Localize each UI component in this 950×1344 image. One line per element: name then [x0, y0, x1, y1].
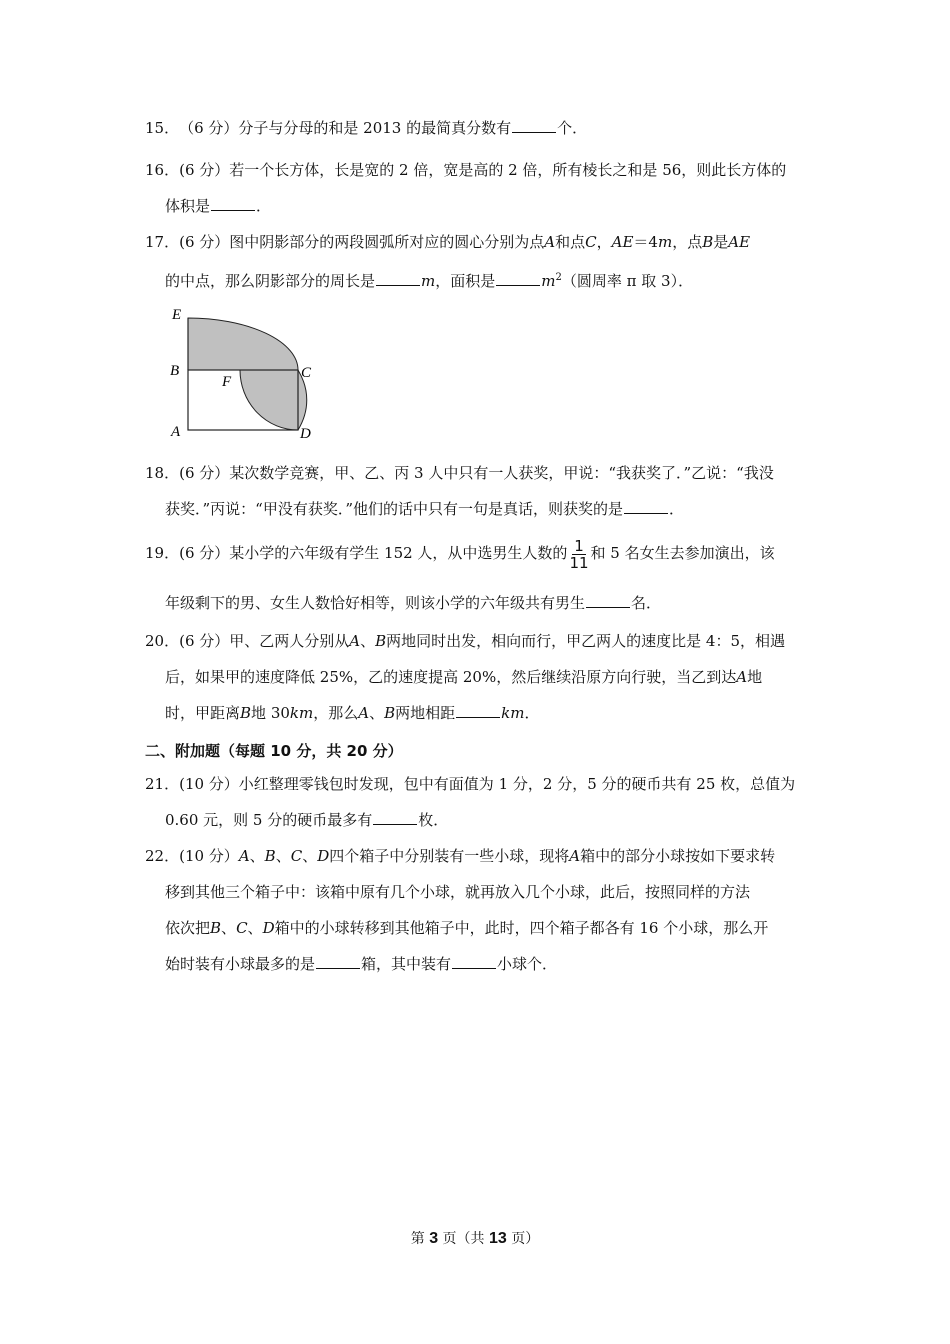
- question-text: 体积是: [165, 197, 211, 215]
- label-b: B: [170, 363, 180, 379]
- box-label: C: [290, 847, 303, 865]
- question-text: 两地相距: [395, 704, 456, 722]
- question-text: （圆周率 π 取 3）．: [561, 272, 694, 290]
- question-text: 、: [221, 919, 237, 937]
- question-text: ，点: [672, 233, 703, 251]
- box-label: C: [236, 919, 248, 937]
- question-text: (10 分）小红整理零钱包时发现，包中有面值为 1 分，2 分，5 分的硬币共有 25 枚，总值为: [179, 775, 796, 793]
- question-text: 获奖．”丙说：“甲没有获奖．”他们的话中只有一句是真话，则获奖的是: [165, 500, 624, 518]
- unit-label: km: [501, 704, 525, 722]
- question-number: 18．: [145, 464, 180, 482]
- question-text: 的中点，那么阴影部分的周长是: [165, 272, 376, 290]
- answer-blank: [211, 196, 255, 211]
- geometry-figure: [160, 300, 330, 449]
- superscript: 2: [555, 272, 562, 283]
- question-text: 年级剩下的男、女生人数恰好相等，则该小学的六年级共有男生: [165, 594, 586, 612]
- question-text: (10 分）: [179, 847, 239, 865]
- question-number: 20．: [145, 632, 180, 650]
- question-number: 17．: [145, 233, 180, 251]
- box-label: A: [569, 847, 581, 865]
- question-text: 、: [360, 632, 376, 650]
- answer-blank: [586, 593, 630, 608]
- point-label: C: [585, 233, 597, 251]
- point-label: B: [375, 632, 387, 650]
- fraction-denominator: 11: [569, 553, 589, 572]
- answer-blank: [456, 703, 500, 718]
- question-text: 、: [247, 919, 263, 937]
- unit-label: m: [541, 272, 556, 290]
- question-text: 两地同时出发，相向而行，甲乙两人的速度比是 4：5，相遇: [386, 632, 786, 650]
- label-d: D: [300, 426, 311, 442]
- box-label: B: [264, 847, 276, 865]
- question-text: 、: [249, 847, 265, 865]
- question-text: 个．: [557, 119, 588, 137]
- answer-blank: [373, 810, 417, 825]
- question-text: 箱，其中装有: [361, 955, 452, 973]
- question-text: ，面积是: [435, 272, 496, 290]
- label-e: E: [172, 307, 182, 323]
- question-text: ．: [669, 500, 685, 518]
- footer-text: 第: [410, 1231, 425, 1247]
- fraction: [569, 538, 588, 571]
- question-19: [145, 535, 810, 621]
- answer-blank: [316, 954, 360, 969]
- question-text: (6 分）某次数学竞赛，甲、乙、丙 3 人中只有一人获奖，甲说：“我获奖了．”乙说：“我没: [179, 464, 774, 482]
- question-text: 四个箱子中分别装有一些小球，现将: [329, 847, 570, 865]
- question-number: 19．: [145, 544, 180, 562]
- question-17: [145, 224, 810, 299]
- question-text: ，: [596, 233, 612, 251]
- question-text: 和 5 名女生去参加演出，该: [590, 544, 775, 562]
- figure-svg: [160, 300, 330, 445]
- box-label: B: [210, 919, 222, 937]
- section-title: 二、附加题（每题 10 分，共 20 分）: [145, 742, 403, 760]
- point-label: B: [384, 704, 396, 722]
- question-text: 、: [275, 847, 291, 865]
- answer-blank: [624, 499, 668, 514]
- question-text: 是: [713, 233, 729, 251]
- question-22: [145, 838, 810, 982]
- shaded-lens: [240, 370, 307, 430]
- question-text: 和点: [555, 233, 586, 251]
- segment-label: AE: [611, 233, 634, 251]
- unit-label: m: [421, 272, 436, 290]
- question-text: 、: [369, 704, 385, 722]
- question-text: (6 分）甲、乙两人分别从: [179, 632, 350, 650]
- point-label: A: [544, 233, 556, 251]
- question-text: ，那么: [313, 704, 359, 722]
- page-footer: [0, 1228, 950, 1248]
- question-text: （6 分）分子与分母的和是 2013 的最简真分数有: [179, 119, 512, 137]
- question-text: (6 分）若一个长方体，长是宽的 2 倍，宽是高的 2 倍，所有棱长之和是 56，则此长方体的: [179, 161, 787, 179]
- question-text: 移到其他三个箱子中：该箱中原有几个小球，就再放入几个小球，此后，按照同样的方法: [165, 883, 751, 901]
- point-label: B: [240, 704, 252, 722]
- question-text: 地: [747, 668, 763, 686]
- question-text: 后，如果甲的速度降低 25%，乙的速度提高 20%，然后继续沿原方向行驶，当乙到达: [165, 668, 737, 686]
- question-number: 21．: [145, 775, 180, 793]
- question-text: (6 分）某小学的六年级有学生 152 人，从中选男生人数的: [179, 544, 568, 562]
- label-a: A: [171, 424, 181, 440]
- label-f: F: [222, 374, 232, 390]
- question-number: 15．: [145, 119, 180, 137]
- segment-label: AE: [728, 233, 751, 251]
- answer-blank: [452, 954, 496, 969]
- answer-blank: [496, 271, 540, 286]
- unit-label: m: [657, 233, 673, 251]
- shaded-quarter-circle: [188, 318, 298, 370]
- question-text: 依次把: [165, 919, 211, 937]
- fraction-numerator: 1: [574, 536, 584, 555]
- box-label: D: [317, 847, 330, 865]
- question-15: [145, 110, 810, 146]
- box-label: A: [238, 847, 250, 865]
- point-label: B: [702, 233, 714, 251]
- question-text: 箱中的小球转移到其他箱子中，此时，四个箱子都各有 16 个小球，那么开: [274, 919, 769, 937]
- question-text: 箱中的部分小球按如下要求转: [580, 847, 776, 865]
- point-label: A: [736, 668, 748, 686]
- total-pages: 13: [489, 1230, 507, 1247]
- question-text: ＝4: [633, 233, 658, 251]
- question-text: ．: [256, 197, 272, 215]
- box-label: D: [262, 919, 275, 937]
- question-text: 地 30: [251, 704, 290, 722]
- footer-text: 页）: [511, 1231, 540, 1247]
- label-c: C: [301, 365, 312, 381]
- footer-text: 页（共: [442, 1231, 485, 1247]
- question-text: 时，甲距离: [165, 704, 241, 722]
- question-text: 、: [302, 847, 318, 865]
- point-label: A: [358, 704, 370, 722]
- question-number: 22．: [145, 847, 180, 865]
- unit-label: km: [289, 704, 314, 722]
- question-text: 始时装有小球最多的是: [165, 955, 316, 973]
- question-text: 小球个．: [497, 955, 558, 973]
- question-text: (6 分）图中阴影部分的两段圆弧所对应的圆心分别为点: [179, 233, 545, 251]
- question-text: ．: [524, 704, 540, 722]
- answer-blank: [376, 271, 420, 286]
- answer-blank: [512, 118, 556, 133]
- question-16: [145, 152, 810, 224]
- page-number: 3: [429, 1230, 439, 1247]
- point-label: A: [349, 632, 361, 650]
- question-20: [145, 623, 810, 731]
- question-number: 16．: [145, 161, 180, 179]
- question-18: [145, 455, 810, 527]
- question-text: 0.60 元，则 5 分的硬币最多有: [165, 811, 373, 829]
- question-text: 名．: [631, 594, 662, 612]
- question-21: [145, 766, 810, 838]
- question-text: 枚．: [418, 811, 449, 829]
